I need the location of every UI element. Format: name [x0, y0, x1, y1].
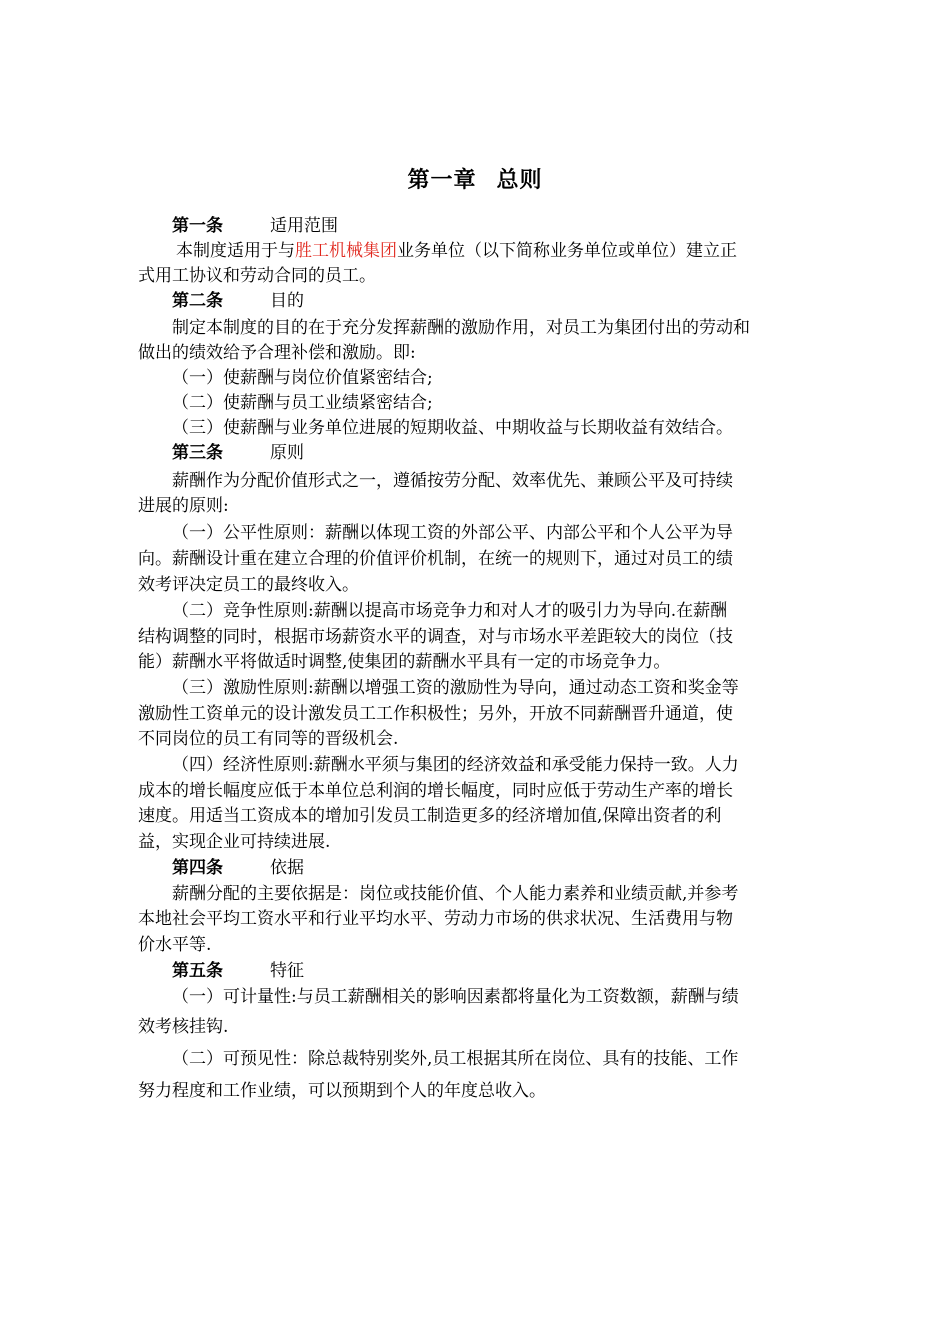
article-3-p1-line-3: 效考评决定员工的最终收入。 [138, 575, 359, 595]
article-3-p4-line-2: 成本的增长幅度应低于本单位总利润的增长幅度，同时应低于劳动生产率的增长 [138, 781, 733, 801]
article-3-p3-line-2: 激励性工资单元的设计激发员工工作积极性；另外，开放不同薪酬晋升通道，使 [138, 704, 733, 724]
article-1-line-1: 本制度适用于与胜工机械集团业务单位（以下简称业务单位或单位）建立正 [176, 241, 737, 261]
article-2-line-1: 制定本制度的目的在于充分发挥薪酬的激励作用，对员工为集团付出的劳动和 [172, 318, 750, 338]
article-5-title: 特征 [270, 961, 304, 981]
article-4-label: 第四条 [172, 858, 223, 878]
article-5-p2-line-2: 努力程度和工作业绩，可以预期到个人的年度总收入。 [138, 1081, 546, 1101]
article-3-p2-line-3: 能）薪酬水平将做适时调整,使集团的薪酬水平具有一定的市场竞争力。 [138, 652, 671, 672]
article-5-heading [172, 960, 304, 982]
article-3-p4-line-1: （四）经济性原则:薪酬水平须与集团的经济效益和承受能力保持一致。人力 [172, 755, 739, 775]
article-1-heading [172, 215, 338, 237]
article-2-item-3: （三）使薪酬与业务单位进展的短期收益、中期收益与长期收益有效结合。 [172, 418, 733, 438]
article-4-line-1: 薪酬分配的主要依据是：岗位或技能价值、个人能力素养和业绩贡献,并参考 [172, 884, 739, 904]
article-2-title: 目的 [270, 291, 304, 311]
article-5-label: 第五条 [172, 961, 223, 981]
chapter-number: 第一章 [407, 168, 477, 193]
article-5-p1-line-2: 效考核挂钩. [138, 1017, 229, 1037]
article-4-line-2: 本地社会平均工资水平和行业平均水平、劳动力市场的供求状况、生活费用与物 [138, 909, 733, 929]
article-5-p1-line-1: （一）可计量性:与员工薪酬相关的影响因素都将量化为工资数额，薪酬与绩 [172, 987, 739, 1007]
article-2-item-1: （一）使薪酬与岗位价值紧密结合; [172, 368, 433, 388]
article-3-line-2: 进展的原则: [138, 496, 229, 516]
chapter-name: 总则 [496, 168, 543, 193]
article-1-line-2: 式用工协议和劳动合同的员工。 [138, 266, 376, 286]
article-3-label: 第三条 [172, 443, 223, 463]
article-3-p3-line-1: （三）激励性原则:薪酬以增强工资的激励性为导向，通过动态工资和奖金等 [172, 678, 739, 698]
article-4-heading [172, 857, 304, 879]
article-5-p2-line-1: （二）可预见性：除总裁特别奖外,员工根据其所在岗位、具有的技能、工作 [172, 1049, 739, 1069]
chapter-title [0, 166, 950, 196]
article-3-p2-line-1: （二）竞争性原则:薪酬以提高市场竞争力和对人才的吸引力为导向.在薪酬 [172, 601, 728, 621]
company-name: 胜工机械集团 [295, 241, 397, 261]
article-3-line-1: 薪酬作为分配价值形式之一，遵循按劳分配、效率优先、兼顾公平及可持续 [172, 471, 733, 491]
article-3-title: 原则 [270, 443, 304, 463]
article-3-p3-line-3: 不同岗位的员工有同等的晋级机会. [138, 729, 399, 749]
article-1-label: 第一条 [172, 216, 223, 236]
article-2-heading [172, 290, 304, 312]
article-4-line-3: 价水平等. [138, 935, 212, 955]
article-3-p4-line-4: 益，实现企业可持续进展. [138, 832, 331, 852]
article-3-p1-line-1: （一）公平性原则：薪酬以体现工资的外部公平、内部公平和个人公平为导 [172, 523, 733, 543]
article-3-p1-line-2: 向。薪酬设计重在建立合理的价值评价机制，在统一的规则下，通过对员工的绩 [138, 549, 733, 569]
article-2-item-2: （二）使薪酬与员工业绩紧密结合; [172, 393, 433, 413]
article-2-line-2: 做出的绩效给予合理补偿和激励。即: [138, 343, 416, 363]
article-2-label: 第二条 [172, 291, 223, 311]
article-1-title: 适用范围 [270, 216, 338, 236]
article-4-title: 依据 [270, 858, 304, 878]
article-3-heading [172, 442, 304, 464]
article-3-p2-line-2: 结构调整的同时，根据市场薪资水平的调查，对与市场水平差距较大的岗位（技 [138, 627, 733, 647]
article-3-p4-line-3: 速度。用适当工资成本的增加引发员工制造更多的经济增加值,保障出资者的利 [138, 806, 722, 826]
